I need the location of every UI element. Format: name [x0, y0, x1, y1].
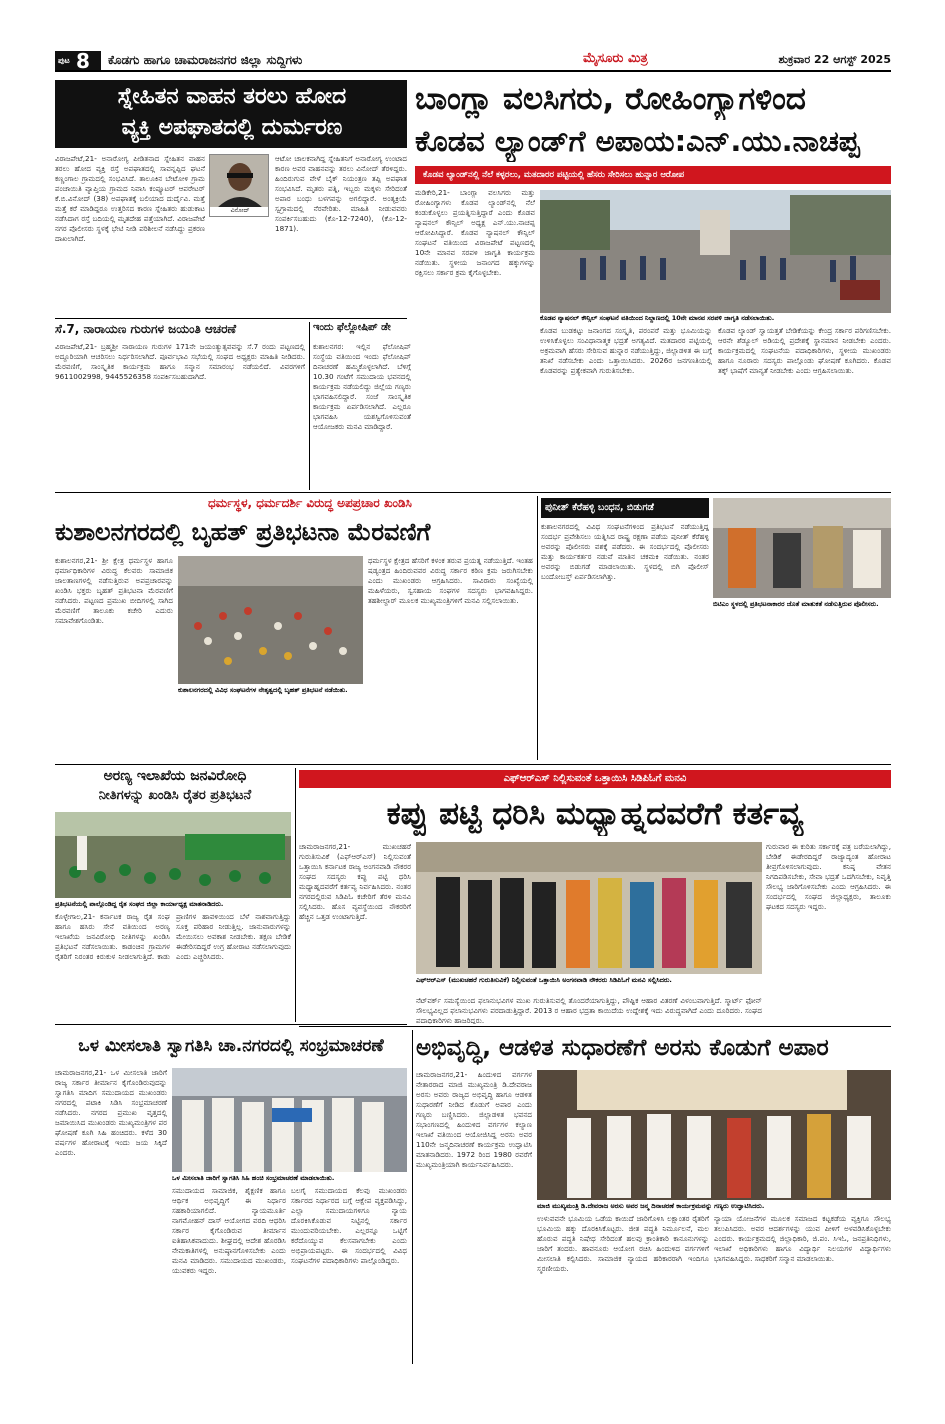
masthead: [55, 50, 891, 72]
a8-body-col3: ಗುರುವಾರ ಈ ಕುರಿತು ಸರ್ಕಾರಕ್ಕೆ ಪತ್ರ ಬರೆಯಲಾಗಿದ್ದು, ಬೇಡಿಕೆ ಈಡೇರದಿದ್ದರೆ ರಾಜ್ಯಾದ್ಯಂತ ಹೋರಾಟ ತೀವ್ರಗೊಳಿಸಲಾಗುವುದು. ಕನಿಷ್ಠ ವೇತನ ನಿಗದಿಪಡಿಸಬೇಕು, ಸೇವಾ ಭದ್ರತೆ ಒದಗಿಸಬೇಕು, ನಿವೃತ್ತಿ ಸೌಲಭ್ಯ ಜಾರಿಗೊಳಿಸಬೇಕು ಎಂದು ಆಗ್ರಹಿಸಿದರು. ಈ ಸಂದರ್ಭದಲ್ಲಿ ಸಂಘದ ಜಿಲ್ಲಾಧ್ಯಕ್ಷರು, ತಾಲೂಕು ಘಟಕದ ಸದಸ್ಯರು ಇದ್ದರು.: [766, 842, 891, 911]
police-protest-image: [713, 498, 891, 598]
a1-headline-box: [55, 80, 407, 148]
page-number-badge: [55, 51, 101, 70]
a9-body-col3: ನ್ಯಾಯಾ ಯೋಜನೆಗಳ ಮೂಲಕ ಸಮಾಜದ ಕಟ್ಟಕಡೆಯ ವ್ಯಕ್ತಿಗೂ ಸೌಲಭ್ಯ ತಲುಪಿಸಿದರು. ಅವರ ಆದರ್ಶಗಳನ್ನು ಯುವ ಪೀಳಿಗೆ ಅಳವಡಿಸಿಕೊಳ್ಳಬೇಕು ಎಂದರು. ಕಾರ್ಯಕ್ರಮದಲ್ಲಿ ಜಿಲ್ಲಾಧಿಕಾರಿ, ಜಿ.ಪಂ. ಸಿಇಓ, ಜನಪ್ರತಿನಿಧಿಗಳು, ಇಲಾಖೆ ಅಧಿಕಾರಿಗಳು ಹಾಗೂ ವಿದ್ಯಾರ್ಥಿ ನಿಲಯಗಳ ವಿದ್ಯಾರ್ಥಿಗಳು ಭಾಗವಹಿಸಿದ್ದರು. ಸಾಧಕರಿಗೆ ಸನ್ಮಾನ ಮಾಡಲಾಯಿತು.: [714, 1214, 891, 1263]
a4-body: ಕುಶಾಲನಗರ: ಇಲ್ಲಿನ ಫೆಲೋಷಿಪ್ ಸಂಸ್ಥೆಯ ವತಿಯಿಂದ ಇಂದು ಫೆಲೋಷಿಪ್ ದಿನಾಚರಣೆ ಹಮ್ಮಿಕೊಳ್ಳಲಾಗಿದೆ. ಬೆಳಿಗ್ಗೆ 10.30 ಗಂಟೆಗೆ ಸಮುದಾಯ ಭವನದಲ್ಲಿ ಕಾರ್ಯಕ್ರಮ ನಡೆಯಲಿದ್ದು ಜಿಲ್ಲೆಯ ಗಣ್ಯರು ಭಾಗವಹಿಸಲಿದ್ದಾರೆ. ಸಂಜೆ ಸಾಂಸ್ಕೃತಿಕ ಕಾರ್ಯಕ್ರಮ ಏರ್ಪಡಿಸಲಾಗಿದೆ. ಎಲ್ಲರೂ ಭಾಗವಹಿಸಿ ಯಶಸ್ವಿಗೊಳಿಸುವಂತೆ ಆಯೋಜಕರು ಮನವಿ ಮಾಡಿದ್ದಾರೆ.: [313, 342, 411, 431]
a3-body: ವಿರಾಜಪೇಟೆ,21- ಬ್ರಹ್ಮಶ್ರೀ ನಾರಾಯಣ ಗುರುಗಳ 171ನೇ ಜಯಂತ್ಯುತ್ಸವವನ್ನು ಸೆ.7 ರಂದು ಪಟ್ಟಣದಲ್ಲಿ ಅದ್ದೂರಿಯಾಗಿ ಆಚರಿಸಲು ನಿರ್ಧರಿಸಲಾಗಿದೆ. ಪೂರ್ವಭಾವಿ ಸಭೆಯಲ್ಲಿ ಸಂಘದ ಅಧ್ಯಕ್ಷರು ಮಾಹಿತಿ ನೀಡಿದರು. ಮೆರವಣಿಗೆ, ಸಾಂಸ್ಕೃತಿಕ ಕಾರ್ಯಕ್ರಮ ಹಾಗೂ ಸನ್ಮಾನ ಸಮಾರಂಭ ನಡೆಯಲಿದೆ. ವಿವರಗಳಿಗೆ 9611002998, 9445526358 ಸಂಪರ್ಕಿಸಬಹುದಾಗಿದೆ.: [55, 342, 305, 381]
a8-headline: ಕಪ್ಪು ಪಟ್ಟಿ ಧರಿಸಿ ಮಧ್ಯಾಹ್ನದವರೆಗೆ ಕರ್ತವ್ಯ: [386, 796, 804, 832]
a1-headline-line2: ವ್ಯಕ್ತಿ ಅಪಘಾತದಲ್ಲಿ ದುರ್ಮರಣ: [121, 115, 343, 140]
protest-procession-image: [178, 556, 363, 684]
a8-body-col1: ಚಾಮರಾಜನಗರ,21- ಮುಖಚಹರೆ ಗುರುತಿಸುವಿಕೆ (ಎಫ್‌ಆರ್‌ಎಸ್) ನಿಲ್ಲಿಸುವಂತೆ ಒತ್ತಾಯಿಸಿ ಕರ್ನಾಟಕ ರಾಜ್ಯ ಅಂಗನವಾಡಿ ನೌಕರರ ಸಂಘದ ಸದಸ್ಯರು ಕಪ್ಪು ಪಟ್ಟಿ ಧರಿಸಿ ಮಧ್ಯಾಹ್ನದವರೆಗೆ ಕರ್ತವ್ಯ ನಿರ್ವಹಿಸಿದರು. ನಂತರ ನಗರದಲ್ಲಿರುವ ಸಿಡಿಪಿಓ ಕಚೇರಿಗೆ ತೆರಳಿ ಮನವಿ ಸಲ್ಲಿಸಿದರು. ಹೊಸ ವ್ಯವಸ್ಥೆಯಿಂದ ನೌಕರರಿಗೆ ಹೆಚ್ಚಿನ ಒತ್ತಡ ಉಂಟಾಗುತ್ತಿದೆ.: [299, 842, 411, 921]
a6-photo-caption: ಬಿಟಿಎಂ ಸ್ಥಳದಲ್ಲಿ ಪ್ರತಿಭಟನಾಕಾರರ ಜೊತೆ ಮಾತುಕತೆ ನಡೆಸುತ್ತಿರುವ ಪೊಲೀಸರು.: [713, 600, 879, 608]
a1-body-right: ಆಟೋ ಚಾಲಕನಾಗಿದ್ದ ಸ್ನೇಹಿತನಿಗೆ ಅನಾರೋಗ್ಯ ಉಂಟಾದ ಕಾರಣ ಅವರ ವಾಹನವನ್ನು ತರಲು ವಿನೋದ್ ತೆರಳಿದ್ದರು. ಹಿಂದಿರುಗುವ ವೇಳೆ ಬೈಕ್ ನಿಯಂತ್ರಣ ತಪ್ಪಿ ಅಪಘಾತ ಸಂಭವಿಸಿದೆ. ಮೃತರು ಪತ್ನಿ, ಇಬ್ಬರು ಮಕ್ಕಳು ಸೇರಿದಂತೆ ಅಪಾರ ಬಂಧು ಬಳಗವನ್ನು ಅಗಲಿದ್ದಾರೆ. ಅಂತ್ಯಕ್ರಿಯೆ ಸ್ವಗ್ರಾಮದಲ್ಲಿ ನೆರವೇರಿತು. ಮಾಹಿತಿ ನೀಡುವವರು ಸಂಪರ್ಕಿಸಬಹುದು (ಕೊ-12-7240), (ಕೊ-12-1871).: [275, 154, 407, 233]
a5-photo: [178, 556, 363, 684]
divider: [55, 318, 407, 319]
divider: [412, 1030, 413, 1364]
a9-photo: [537, 1070, 891, 1200]
a1-portrait-caption: ವಿನೋದ್: [210, 207, 269, 216]
a2-photo-caption: ಕೊಡವ ನ್ಯಾಷನಲ್ ಕೌನ್ಸಿಲ್ ಸಂಘಟನೆ ವತಿಯಿಂದ ನಿಲ್ದಾಣದಲ್ಲಿ 10ನೇ ಮಾನವ ಸರಪಳಿ ಜಾಗೃತಿ ನಡೆಸಲಾಯಿತು.: [540, 314, 775, 322]
a6-body: ಕುಶಾಲನಗರದಲ್ಲಿ ವಿವಿಧ ಸಂಘಟನೆಗಳಿಂದ ಪ್ರತಿಭಟನೆ ನಡೆಯುತ್ತಿದ್ದ ಸಂದರ್ಭ ಪ್ರವೇಶಿಸಲು ಯತ್ನಿಸಿದ ರಾಷ್ಟ್ರ ರಕ್ಷಣಾ ಪಡೆಯ ಪುನೀತ್ ಕೆರೆಹಳ್ಳಿ ಅವರನ್ನು ಪೊಲೀಸರು ವಶಕ್ಕೆ ಪಡೆದರು. ಈ ಸಂದರ್ಭದಲ್ಲಿ ಪೊಲೀಸರು ಮತ್ತು ಕಾರ್ಯಕರ್ತರ ನಡುವೆ ಮಾತಿನ ಚಕಮಕಿ ನಡೆಯಿತು. ನಂತರ ಅವರನ್ನು ಬಿಡುಗಡೆ ಮಾಡಲಾಯಿತು. ಸ್ಥಳದಲ್ಲಿ ಬಿಗಿ ಪೊಲೀಸ್ ಬಂದೋಬಸ್ತ್ ಏರ್ಪಡಿಸಲಾಗಿತ್ತು.: [541, 522, 709, 581]
a7-headline-line2: ನೀತಿಗಳನ್ನು ಖಂಡಿಸಿ ರೈತರ ಪ್ರತಿಭಟನೆ: [98, 788, 252, 803]
a2-body-col3: ಕೊಡವ ಲ್ಯಾಂಡ್ ಸ್ವಾಯತ್ತತೆ ಬೇಡಿಕೆಯನ್ನು ಕೇಂದ್ರ ಸರ್ಕಾರ ಪರಿಗಣಿಸಬೇಕು. ಆರನೇ ಶೆಡ್ಯೂಲ್ ಅಡಿಯಲ್ಲಿ ಪ್ರದೇಶಕ್ಕೆ ಸ್ಥಾನಮಾನ ನೀಡಬೇಕು ಎಂದರು. ಕಾರ್ಯಕ್ರಮದಲ್ಲಿ ಸಂಘಟನೆಯ ಪದಾಧಿಕಾರಿಗಳು, ಸ್ಥಳೀಯ ಮುಖಂಡರು ಹಾಗೂ ನೂರಾರು ಸದಸ್ಯರು ಪಾಲ್ಗೊಂಡು ಘೋಷಣೆ ಕೂಗಿದರು. ಕೊಡವ ತಕ್ಕ್ ಭಾಷೆಗೆ ಮಾನ್ಯತೆ ನೀಡಬೇಕು ಎಂದು ಆಗ್ರಹಿಸಲಾಯಿತು.: [718, 326, 891, 375]
a8-photo-caption: ಎಫ್‌ಆರ್‌ಎಸ್ (ಮುಖಚಹರೆ ಗುರುತಿಸುವಿಕೆ) ನಿಲ್ಲಿಸುವಂತೆ ಒತ್ತಾಯಿಸಿ ಅಂಗನವಾಡಿ ನೌಕರರು ಸಿಡಿಪಿಓಗೆ ಮನವಿ ಸಲ್ಲಿಸಿದರು.: [416, 976, 672, 984]
divider: [299, 1026, 891, 1027]
anganwadi-workers-image: [416, 842, 762, 974]
a7-body: ಕೊಳ್ಳೇಗಾಲ,21- ಕರ್ನಾಟಕ ರಾಜ್ಯ ರೈತ ಸಂಘ ಹಾಗೂ ಹಸಿರು ಸೇನೆ ವತಿಯಿಂದ ಅರಣ್ಯ ಇಲಾಖೆಯ ಜನವಿರೋಧಿ ನೀತಿಗಳನ್ನು ಖಂಡಿಸಿ ಪ್ರತಿಭಟನೆ ನಡೆಸಲಾಯಿತು. ಕಾಡಂಚಿನ ಗ್ರಾಮಗಳ ರೈತರಿಗೆ ನಿರಂತರ ಕಿರುಕುಳ ನೀಡಲಾಗುತ್ತಿದೆ. ಕಾಡು ಪ್ರಾಣಿಗಳ ಹಾವಳಿಯಿಂದ ಬೆಳೆ ನಾಶವಾಗುತ್ತಿದ್ದು ಸೂಕ್ತ ಪರಿಹಾರ ನೀಡುತ್ತಿಲ್ಲ. ಜಾನುವಾರುಗಳನ್ನು ಮೇಯಿಸಲು ಅವಕಾಶ ನೀಡಬೇಕು. ತಕ್ಷಣ ಬೇಡಿಕೆ ಈಡೇರಿಸದಿದ್ದರೆ ಉಗ್ರ ಹೋರಾಟ ನಡೆಸಲಾಗುವುದು ಎಂದು ಎಚ್ಚರಿಸಿದರು.: [55, 912, 291, 961]
a2-photo: [540, 190, 891, 313]
divider: [537, 496, 538, 760]
a2-headline-line2: ಕೊಡವ ಲ್ಯಾಂಡ್‌ಗೆ ಅಪಾಯ:ಎನ್.ಯು.ನಾಚಪ್ಪ: [415, 124, 860, 158]
a5-kicker: ಧರ್ಮಸ್ಥಳ, ಧರ್ಮದರ್ಶಿ ವಿರುದ್ಧ ಅಪಪ್ರಚಾರ ಖಂಡಿಸಿ: [208, 496, 412, 510]
a6-headline: ಪುನೀತ್ ಕೆರೆಹಳ್ಳಿ ಬಂಧನ, ಬಿಡುಗಡೆ: [541, 498, 709, 518]
a10-body-col1: ಚಾಮರಾಜನಗರ,21- ಒಳ ಮೀಸಲಾತಿ ಜಾರಿಗೆ ರಾಜ್ಯ ಸರ್ಕಾರ ತೀರ್ಮಾನ ಕೈಗೊಂಡಿರುವುದನ್ನು ಸ್ವಾಗತಿಸಿ ಮಾದಿಗ ಸಮುದಾಯದ ಮುಖಂಡರು ನಗರದಲ್ಲಿ ಪಟಾಕಿ ಸಿಡಿಸಿ ಸಂಭ್ರಮಾಚರಣೆ ನಡೆಸಿದರು. ನಗರದ ಪ್ರಮುಖ ವೃತ್ತದಲ್ಲಿ ಜಮಾಯಿಸಿದ ಮುಖಂಡರು ಮುಖ್ಯಮಂತ್ರಿಗಳ ಪರ ಘೋಷಣೆ ಕೂಗಿ ಸಿಹಿ ಹಂಚಿದರು. ಕಳೆದ 30 ವರ್ಷಗಳ ಹೋರಾಟಕ್ಕೆ ಇಂದು ಜಯ ಸಿಕ್ಕಿದೆ ಎಂದರು.: [55, 1068, 167, 1157]
a9-headline: ಅಭಿವೃದ್ಧಿ, ಆಡಳಿತ ಸುಧಾರಣೆಗೆ ಅರಸು ಕೊಡುಗೆ ಅಪಾರ: [416, 1035, 829, 1061]
human-chain-image: [540, 190, 891, 313]
a9-body-col2: ಉಳುವವನೇ ಭೂಮಿಯ ಒಡೆಯ ಕಾಯಿದೆ ಜಾರಿಗೊಳಿಸಿ ಲಕ್ಷಾಂತರ ರೈತರಿಗೆ ಭೂಮಿಯ ಹಕ್ಕು ದೊರಕಿಸಿಕೊಟ್ಟರು. ಜೀತ ಪದ್ಧತಿ ನಿರ್ಮೂಲನೆ, ಮಲ ಹೊರುವ ಪದ್ಧತಿ ನಿಷೇಧ ಸೇರಿದಂತೆ ಹಲವು ಕ್ರಾಂತಿಕಾರಿ ಕಾನೂನುಗಳನ್ನು ಜಾರಿಗೆ ತಂದರು. ಹಾವನೂರು ಆಯೋಗ ರಚಿಸಿ ಹಿಂದುಳಿದ ವರ್ಗಗಳಿಗೆ ಮೀಸಲಾತಿ ಕಲ್ಪಿಸಿದರು. ಸಾಮಾಜಿಕ ನ್ಯಾಯದ ಹರಿಕಾರರಾಗಿ ಇಂದಿಗೂ ಸ್ಮರಣೀಯರು.: [537, 1214, 709, 1273]
divider: [55, 1024, 407, 1025]
celebration-image: [172, 1068, 407, 1172]
a2-body-col1: ಮಡಿಕೇರಿ,21- ಬಾಂಗ್ಲಾ ವಲಸಿಗರು ಮತ್ತು ರೋಹಿಂಗ್ಯಾಗಳು ಕೊಡವ ಲ್ಯಾಂಡ್‌ನಲ್ಲಿ ನೆಲೆ ಕಂಡುಕೊಳ್ಳಲು ಪ್ರಯತ್ನಿಸುತ್ತಿದ್ದಾರೆ ಎಂದು ಕೊಡವ ನ್ಯಾಷನಲ್ ಕೌನ್ಸಿಲ್ ಅಧ್ಯಕ್ಷ ಎನ್.ಯು.ನಾಚಪ್ಪ ಆರೋಪಿಸಿದ್ದಾರೆ. ಕೊಡವ ನ್ಯಾಷನಲ್ ಕೌನ್ಸಿಲ್ ಸಂಘಟನೆ ವತಿಯಿಂದ ವಿರಾಜಪೇಟೆ ಪಟ್ಟಣದಲ್ಲಿ 10ನೇ ಮಾನವ ಸರಪಳಿ ಜಾಗೃತಿ ಕಾರ್ಯಕ್ರಮ ನಡೆಯಿತು. ಸ್ಥಳೀಯ ಜನಾಂಗದ ಹಕ್ಕುಗಳನ್ನು ರಕ್ಷಿಸಲು ಸರ್ಕಾರ ಕ್ರಮ ಕೈಗೊಳ್ಳಬೇಕು.: [415, 188, 535, 277]
portrait-image: [210, 155, 269, 209]
a5-headline: ಕುಶಾಲನಗರದಲ್ಲಿ ಬೃಹತ್ ಪ್ರತಿಭಟನಾ ಮೆರವಣಿಗೆ: [55, 518, 431, 546]
a3-headline: ಸೆ.7, ನಾರಾಯಣ ಗುರುಗಳ ಜಯಂತಿ ಆಚರಣೆ: [55, 322, 237, 336]
a1-body-left: ವಿರಾಜಪೇಟೆ,21- ಅನಾರೋಗ್ಯ ಪೀಡಿತನಾದ ಸ್ನೇಹಿತನ ವಾಹನ ತರಲು ಹೋದ ವ್ಯಕ್ತಿ ರಸ್ತೆ ಅಪಘಾತದಲ್ಲಿ ಸಾವನ್ನಪ್ಪಿದ ಘಟನೆ ಕಣ್ಣಂಗಾಲ ಗ್ರಾಮದಲ್ಲಿ ಸಂಭವಿಸಿದೆ. ತಾಲೂಕಿನ ಬೇಟೋಳಿ ಗ್ರಾಮ ಪಂಚಾಯಿತಿ ವ್ಯಾಪ್ತಿಯ ಗ್ರಾಮದ ನಿವಾಸಿ ಕಂಪ್ಯೂಟರ್ ಆಪರೇಟರ್ ಕೆ.ಬಿ.ವಿನೋದ್ (38) ಅಪಘಾತಕ್ಕೆ ಬಲಿಯಾದ ದುರ್ದೈವಿ. ಮತ್ತೆ ಮತ್ತೆ ಕರೆ ಮಾಡಿದ್ದರೂ ಉತ್ತರಿಸದ ಕಾರಣ ಸ್ನೇಹಿತರು ಹುಡುಕಾಟ ನಡೆಸಿದಾಗ ರಸ್ತೆ ಬದಿಯಲ್ಲಿ ಮೃತದೇಹ ಪತ್ತೆಯಾಗಿದೆ. ವಿರಾಜಪೇಟೆ ನಗರ ಪೊಲೀಸರು ಸ್ಥಳಕ್ಕೆ ಭೇಟಿ ನೀಡಿ ಪರಿಶೀಲನೆ ನಡೆಸಿದ್ದು ಪ್ರಕರಣ ದಾಖಲಾಗಿದೆ.: [55, 154, 205, 243]
divider: [309, 322, 310, 490]
a5-body-col2: ಧರ್ಮಸ್ಥಳ ಕ್ಷೇತ್ರದ ಹೆಸರಿಗೆ ಕಳಂಕ ತರುವ ಪ್ರಯತ್ನ ನಡೆಯುತ್ತಿದೆ. ಇಂತಹ ಷಡ್ಯಂತ್ರದ ಹಿಂದಿರುವವರ ವಿರುದ್ಧ ಸರ್ಕಾರ ಕಠಿಣ ಕ್ರಮ ಜರುಗಿಸಬೇಕು ಎಂದು ಮುಖಂಡರು ಆಗ್ರಹಿಸಿದರು. ಸಾವಿರಾರು ಸಂಖ್ಯೆಯಲ್ಲಿ ಮಹಿಳೆಯರು, ಸ್ವಸಹಾಯ ಸಂಘಗಳ ಸದಸ್ಯರು ಭಾಗವಹಿಸಿದ್ದರು. ತಹಶೀಲ್ದಾರ್ ಮೂಲಕ ಮುಖ್ಯಮಂತ್ರಿಗಳಿಗೆ ಮನವಿ ಸಲ್ಲಿಸಲಾಯಿತು.: [368, 556, 533, 605]
divider: [295, 768, 296, 1022]
a10-headline: ಒಳ ಮೀಸಲಾತಿ ಸ್ವಾಗತಿಸಿ ಚಾ.ನಗರದಲ್ಲಿ ಸಂಭ್ರಮಾಚರಣೆ: [78, 1036, 384, 1056]
a5-body-col1: ಕುಶಾಲನಗರ,21- ಶ್ರೀ ಕ್ಷೇತ್ರ ಧರ್ಮಸ್ಥಳ ಹಾಗೂ ಧರ್ಮಾಧಿಕಾರಿಗಳ ವಿರುದ್ಧ ಕೆಲವರು ಸಾಮಾಜಿಕ ಜಾಲತಾಣಗಳಲ್ಲಿ ನಡೆಸುತ್ತಿರುವ ಅಪಪ್ರಚಾರವನ್ನು ಖಂಡಿಸಿ ಭಕ್ತರು ಬೃಹತ್ ಪ್ರತಿಭಟನಾ ಮೆರವಣಿಗೆ ನಡೆಸಿದರು. ಪಟ್ಟಣದ ಪ್ರಮುಖ ಬೀದಿಗಳಲ್ಲಿ ಸಾಗಿದ ಮೆರವಣಿಗೆ ತಾಲೂಕು ಕಚೇರಿ ಎದುರು ಸಮಾವೇಶಗೊಂಡಿತು.: [55, 556, 173, 625]
arasu-jayanti-stage-image: [537, 1070, 891, 1200]
a1-headline-line1: ಸ್ನೇಹಿತನ ವಾಹನ ತರಲು ಹೋದ: [117, 84, 347, 109]
a6-photo: [713, 498, 891, 598]
a4-headline: ಇಂದು ಫೆಲ್ಲೋಷಿಪ್ ಡೇ: [313, 322, 391, 333]
a7-photo: [55, 812, 291, 898]
a1-portrait-photo: [209, 154, 269, 217]
a10-body-col3: ಬಲಗೈ ಸಮುದಾಯದ ಕೆಲವು ಮುಖಂಡರು ಸರ್ಕಾರದ ನಿರ್ಧಾರದ ಬಗ್ಗೆ ಆಕ್ಷೇಪ ವ್ಯಕ್ತಪಡಿಸಿದ್ದು, ಎಲ್ಲಾ ಸಮುದಾಯಗಳಿಗೂ ನ್ಯಾಯ ದೊರಕಿಸಿಕೊಡುವ ನಿಟ್ಟಿನಲ್ಲಿ ಸರ್ಕಾರ ಮುಂದುವರಿಯಬೇಕು. ಎಲ್ಲರನ್ನೂ ಒಟ್ಟಿಗೆ ಕರೆದೊಯ್ಯುವ ಕೆಲಸವಾಗಬೇಕು ಎಂದು ಅಭಿಪ್ರಾಯಪಟ್ಟರು. ಈ ಸಂದರ್ಭದಲ್ಲಿ ವಿವಿಧ ಸಂಘಟನೆಗಳ ಪದಾಧಿಕಾರಿಗಳು ಪಾಲ್ಗೊಂಡಿದ್ದರು.: [291, 1186, 407, 1265]
a8-body-col2: ನೆಟ್‌ವರ್ಕ್ ಸಮಸ್ಯೆಯಿಂದ ಫಲಾನುಭವಿಗಳ ಮುಖ ಗುರುತಿಸುವಲ್ಲಿ ತೊಂದರೆಯಾಗುತ್ತಿದ್ದು, ಪೌಷ್ಟಿಕ ಆಹಾರ ವಿತರಣೆ ವಿಳಂಬವಾಗುತ್ತಿದೆ. ಸ್ಮಾರ್ಟ್ ಫೋನ್ ಸೌಲಭ್ಯವಿಲ್ಲದ ಫಲಾನುಭವಿಗಳು ಪರದಾಡುತ್ತಿದ್ದಾರೆ. 2013 ರ ಆಹಾರ ಭದ್ರತಾ ಕಾಯಿದೆಯ ಉದ್ದೇಶಕ್ಕೆ ಇದು ವಿರುದ್ಧವಾಗಿದೆ ಎಂದು ದೂರಿದರು. ಸಂಘದ ಪದಾಧಿಕಾರಿಗಳು ಹಾಜರಿದ್ದರು.: [416, 996, 762, 1024]
section-title: ಕೊಡಗು ಹಾಗೂ ಚಾಮರಾಜನಗರ ಜಿಲ್ಲಾ ಸುದ್ದಿಗಳು: [108, 53, 303, 67]
a10-photo-caption: ಒಳ ಮೀಸಲಾತಿ ಜಾರಿಗೆ ಸ್ವಾಗತಿಸಿ ಸಿಹಿ ಹಂಚಿ ಸಂಭ್ರಮಾಚರಣೆ ಮಾಡಲಾಯಿತು.: [172, 1174, 335, 1182]
a10-body-col2: ಸಮುದಾಯದ ಸಾಮಾಜಿಕ, ಶೈಕ್ಷಣಿಕ ಹಾಗೂ ಆರ್ಥಿಕ ಅಭಿವೃದ್ಧಿಗೆ ಈ ನಿರ್ಧಾರ ಸಹಕಾರಿಯಾಗಲಿದೆ. ನ್ಯಾಯಮೂರ್ತಿ ನಾಗಮೋಹನ್ ದಾಸ್ ಆಯೋಗದ ವರದಿ ಆಧರಿಸಿ ಸರ್ಕಾರ ಕೈಗೊಂಡಿರುವ ತೀರ್ಮಾನ ಐತಿಹಾಸಿಕವಾದುದು. ಶೀಘ್ರದಲ್ಲಿ ಆದೇಶ ಹೊರಡಿಸಿ ನೇಮಕಾತಿಗಳಲ್ಲಿ ಅನುಷ್ಠಾನಗೊಳಿಸಬೇಕು ಎಂದು ಮನವಿ ಮಾಡಿದರು. ಸಮುದಾಯದ ಮುಖಂಡರು, ಯುವಕರು ಇದ್ದರು.: [172, 1186, 286, 1275]
divider: [55, 492, 891, 493]
a2-body-col2: ಕೊಡವ ಬುಡಕಟ್ಟು ಜನಾಂಗದ ಸಂಸ್ಕೃತಿ, ಪರಂಪರೆ ಮತ್ತು ಭೂಮಿಯನ್ನು ಉಳಿಸಿಕೊಳ್ಳಲು ಸಂವಿಧಾನಾತ್ಮಕ ಭದ್ರತೆ ಅಗತ್ಯವಿದೆ. ಮತದಾರರ ಪಟ್ಟಿಯಲ್ಲಿ ಅಕ್ರಮವಾಗಿ ಹೆಸರು ಸೇರಿಸುವ ಹುನ್ನಾರ ನಡೆಯುತ್ತಿದ್ದು, ಜಿಲ್ಲಾಡಳಿತ ಈ ಬಗ್ಗೆ ತನಿಖೆ ನಡೆಸಬೇಕು ಎಂದು ಒತ್ತಾಯಿಸಿದರು. 2026ರ ಜನಗಣತಿಯಲ್ಲಿ ಕೊಡವರನ್ನು ಪ್ರತ್ಯೇಕವಾಗಿ ಗುರುತಿಸಬೇಕು.: [540, 326, 712, 375]
farmers-protest-image: [55, 812, 291, 898]
a7-headline-line1: ಅರಣ್ಯ ಇಲಾಖೆಯ ಜನವಿರೋಧಿ: [103, 768, 247, 784]
a2-headline-line1: ಬಾಂಗ್ಲಾ ವಲಸಿಗರು, ರೋಹಿಂಗ್ಯಾಗಳಿಂದ: [415, 81, 806, 117]
issue-date: ಶುಕ್ರವಾರ 22 ಆಗಸ್ಟ್ 2025: [778, 53, 891, 66]
a2-subhead: ಕೊಡವ ಲ್ಯಾಂಡ್‌ನಲ್ಲಿ ನೆಲೆ ಕಳ್ಳರಲು, ಮತದಾರರ ಪಟ್ಟಿಯಲ್ಲಿ ಹೆಸರು ಸೇರಿಸಲು ಹುನ್ನಾರ ಆರೋಪ: [415, 166, 891, 184]
a7-photo-caption: ಪ್ರತಿಭಟನೆಯಲ್ಲಿ ಪಾಲ್ಗೊಂಡಿದ್ದ ರೈತ ಸಂಘದ ಜಿಲ್ಲಾ ಕಾರ್ಯಾಧ್ಯಕ್ಷ ಮಾತನಾಡಿದರು.: [55, 900, 224, 908]
a10-photo: [172, 1068, 407, 1172]
a9-body-col1: ಚಾಮರಾಜನಗರ,21- ಹಿಂದುಳಿದ ವರ್ಗಗಳ ನೇತಾರರಾದ ಮಾಜಿ ಮುಖ್ಯಮಂತ್ರಿ ಡಿ.ದೇವರಾಜ ಅರಸು ಅವರು ರಾಜ್ಯದ ಅಭಿವೃದ್ಧಿ ಹಾಗೂ ಆಡಳಿತ ಸುಧಾರಣೆಗೆ ನೀಡಿದ ಕೊಡುಗೆ ಅಪಾರ ಎಂದು ಗಣ್ಯರು ಬಣ್ಣಿಸಿದರು. ಜಿಲ್ಲಾಡಳಿತ ಭವನದ ಸಭಾಂಗಣದಲ್ಲಿ ಹಿಂದುಳಿದ ವರ್ಗಗಳ ಕಲ್ಯಾಣ ಇಲಾಖೆ ವತಿಯಿಂದ ಆಯೋಜಿಸಿದ್ದ ಅರಸು ಅವರ 110ನೇ ಜನ್ಮದಿನಾಚರಣೆ ಕಾರ್ಯಕ್ರಮ ಉದ್ಘಾಟಿಸಿ ಮಾತನಾಡಿದರು. 1972 ರಿಂದ 1980 ರವರೆಗೆ ಮುಖ್ಯಮಂತ್ರಿಯಾಗಿ ಕಾರ್ಯನಿರ್ವಹಿಸಿದರು.: [416, 1070, 532, 1169]
divider: [55, 764, 891, 765]
a8-kicker: ಎಫ್‌ಆರ್‌ಎಸ್ ನಿಲ್ಲಿಸುವಂತೆ ಒತ್ತಾಯಿಸಿ ಸಿಡಿಪಿಓಗೆ ಮನವಿ: [299, 770, 891, 788]
a9-photo-caption: ಮಾಜಿ ಮುಖ್ಯಮಂತ್ರಿ ಡಿ.ದೇವರಾಜ ಅರಸು ಅವರ ಜನ್ಮ ದಿನಾಚರಣೆ ಕಾರ್ಯಕ್ರಮವನ್ನು ಗಣ್ಯರು ಉದ್ಘಾಟಿಸಿದರು.: [537, 1202, 765, 1210]
page-number: 8: [76, 51, 90, 70]
a5-photo-caption: ಕುಶಾಲನಗರದಲ್ಲಿ ವಿವಿಧ ಸಂಘಟನೆಗಳ ನೇತೃತ್ವದಲ್ಲಿ ಬೃಹತ್ ಪ್ರತಿಭಟನೆ ನಡೆಯಿತು.: [178, 686, 348, 694]
page-label: ಪುಟ: [58, 56, 70, 65]
paper-name: ಮೈಸೂರು ಮಿತ್ರ: [583, 51, 648, 66]
a8-photo: [416, 842, 762, 974]
